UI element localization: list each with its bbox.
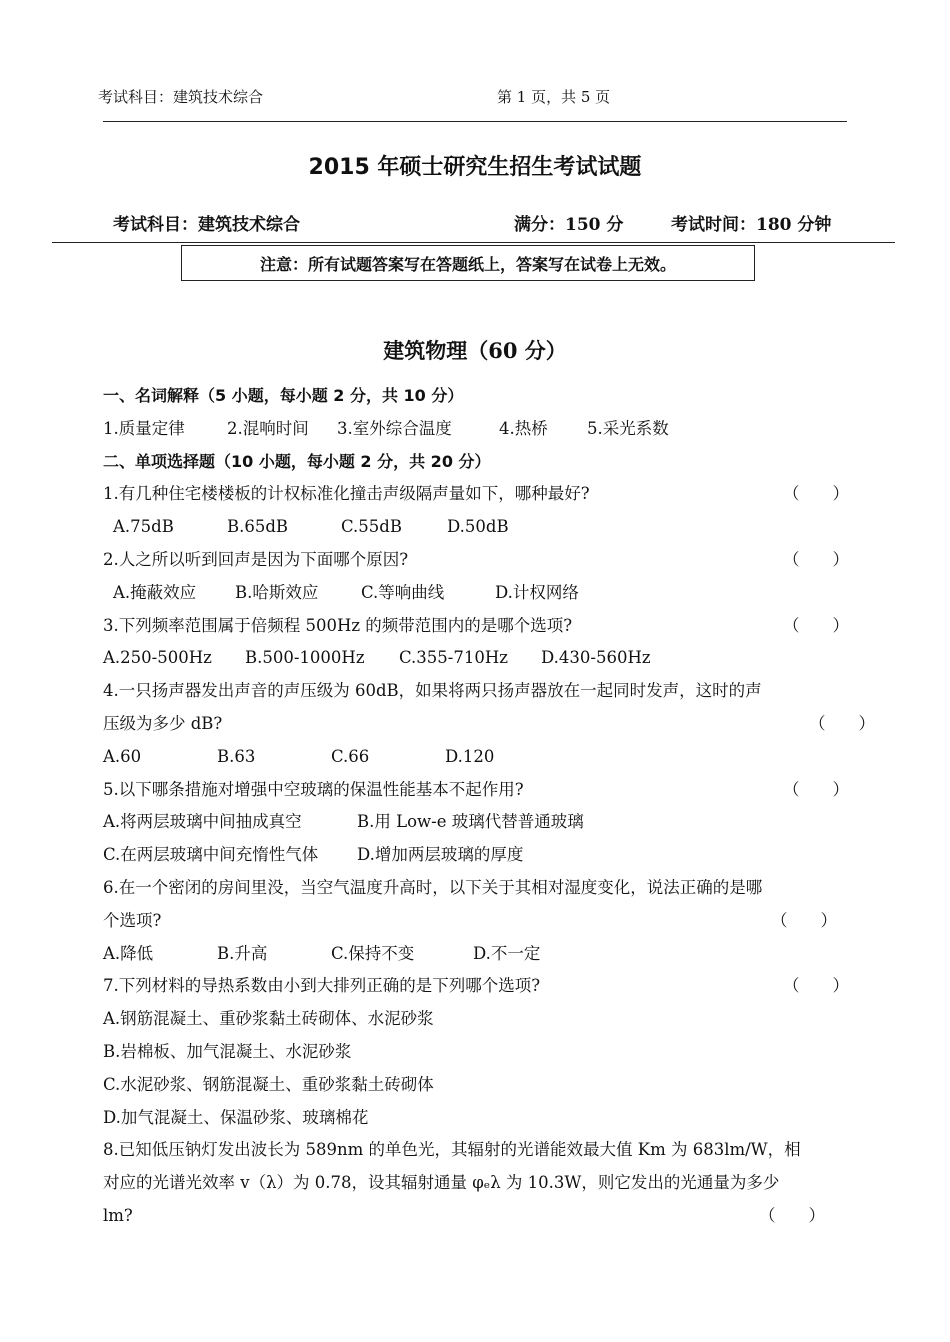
- option: B.用 Low-e 玻璃代替普通玻璃: [357, 812, 584, 832]
- option: A.60: [103, 746, 142, 766]
- q3-stem: 3.下列频率范围属于倍频程 500Hz 的频带范围内的是哪个选项?: [103, 615, 573, 635]
- option: A.75dB: [113, 517, 174, 537]
- option: D.120: [445, 746, 495, 766]
- option: C.等响曲线: [361, 582, 445, 602]
- option: B.65dB: [227, 517, 289, 537]
- meta-subject: 考试科目：建筑技术综合: [113, 215, 300, 235]
- answer-paren: （ ）: [783, 779, 849, 799]
- q4-stem-line-2: 压级为多少 dB?: [103, 713, 223, 733]
- q7-option-c: C.水泥砂浆、钢筋混凝土、重砂浆黏土砖砌体: [103, 1074, 434, 1094]
- q5-options-ab: [103, 806, 848, 839]
- notice-box: [181, 245, 755, 281]
- q8-stem-line-3: lm?: [103, 1205, 133, 1225]
- option: A.250-500Hz: [103, 648, 212, 668]
- option: C.在两层玻璃中间充惰性气体: [103, 845, 319, 865]
- term-4: 4.热桥: [499, 418, 548, 438]
- option: A.将两层玻璃中间抽成真空: [103, 812, 302, 832]
- header-rule: [103, 121, 847, 122]
- option: D.430-560Hz: [541, 648, 651, 668]
- meta-score: 满分：150 分: [514, 215, 624, 235]
- question-body: [103, 380, 875, 1233]
- question-stem: [103, 478, 848, 511]
- q7-stem: 7.下列材料的导热系数由小到大排列正确的是下列哪个选项?: [103, 976, 541, 996]
- question-stem: [103, 544, 848, 577]
- q6-options: [103, 938, 848, 971]
- option: B.500-1000Hz: [245, 648, 365, 668]
- answer-paren: （ ）: [783, 549, 849, 569]
- part1-heading: 一、名词解释（5 小题，每小题 2 分，共 10 分）: [103, 386, 464, 405]
- option: A.掩蔽效应: [113, 582, 197, 602]
- question-stem: [103, 970, 848, 1003]
- meta-time: 考试时间：180 分钟: [671, 215, 832, 235]
- answer-paren: （ ）: [759, 1205, 825, 1225]
- q4-options: [103, 741, 848, 774]
- q8-stem-line-1: 8.已知低压钠灯发出波长为 589nm 的单色光，其辐射的光谱能效最大值 Km 为 683lm/W，相: [103, 1140, 801, 1160]
- header-subject: 考试科目：建筑技术综合: [98, 88, 264, 106]
- question-stem: [103, 610, 848, 643]
- q4-stem-line-1: 4.一只扬声器发出声音的声压级为 60dB，如果将两只扬声器放在一起同时发声，这时的声: [103, 681, 762, 701]
- question-stem: [103, 774, 848, 807]
- answer-paren: （ ）: [809, 713, 875, 733]
- q2-options: [103, 577, 848, 610]
- term-2: 2.混响时间: [227, 418, 309, 438]
- option: D.计权网络: [495, 582, 579, 602]
- q1-stem: 1.有几种住宅楼楼板的计权标准化撞击声级隔声量如下，哪种最好?: [103, 484, 590, 504]
- q6-stem-line-2: 个选项?: [103, 910, 162, 930]
- q7-option-b: B.岩棉板、加气混凝土、水泥砂浆: [103, 1041, 352, 1061]
- option: B.63: [217, 746, 256, 766]
- q8-stem-line-2: 对应的光谱光效率 v（λ）为 0.78，设其辐射通量 φₑλ 为 10.3W，则它发出的光通量为多少: [103, 1173, 780, 1193]
- question-stem: [103, 1200, 848, 1233]
- header-page-number: 第 1 页，共 5 页: [497, 88, 611, 106]
- section-title: 建筑物理（60 分）: [383, 338, 567, 363]
- q6-stem-line-1: 6.在一个密闭的房间里没，当空气温度升高时，以下关于其相对湿度变化，说法正确的是哪: [103, 877, 763, 897]
- term-5: 5.采光系数: [587, 418, 669, 438]
- option: A.降低: [103, 943, 154, 963]
- option: C.55dB: [341, 517, 402, 537]
- q1-options: [103, 511, 848, 544]
- option: B.升高: [217, 943, 268, 963]
- option: C.66: [331, 746, 370, 766]
- q5-options-cd: [103, 839, 848, 872]
- q3-options: [103, 642, 848, 675]
- q7-option-a: A.钢筋混凝土、重砂浆黏土砖砌体、水泥砂浆: [103, 1009, 434, 1029]
- question-stem: [103, 905, 848, 938]
- part1-terms: [103, 413, 848, 446]
- answer-paren: （ ）: [783, 484, 849, 504]
- q2-stem: 2.人之所以听到回声是因为下面哪个原因?: [103, 549, 409, 569]
- answer-paren: （ ）: [771, 910, 837, 930]
- answer-paren: （ ）: [783, 615, 849, 635]
- part2-heading: 二、单项选择题（10 小题，每小题 2 分，共 20 分）: [103, 451, 491, 471]
- option: D.不一定: [473, 943, 541, 963]
- option: C.保持不变: [331, 943, 415, 963]
- answer-paren: （ ）: [783, 976, 849, 996]
- exam-title: 2015 年硕士研究生招生考试试题: [308, 155, 642, 180]
- option: D.增加两层玻璃的厚度: [357, 845, 524, 865]
- q5-stem: 5.以下哪条措施对增强中空玻璃的保温性能基本不起作用?: [103, 779, 524, 799]
- meta-rule: [52, 242, 895, 243]
- notice-text: 注意：所有试题答案写在答题纸上，答案写在试卷上无效。: [259, 254, 676, 274]
- term-3: 3.室外综合温度: [337, 418, 452, 438]
- option: C.355-710Hz: [399, 648, 508, 668]
- option: B.哈斯效应: [235, 582, 319, 602]
- option: D.50dB: [447, 517, 509, 537]
- q7-option-d: D.加气混凝土、保温砂浆、玻璃棉花: [103, 1107, 369, 1127]
- term-1: 1.质量定律: [103, 418, 185, 438]
- question-stem: [103, 708, 875, 741]
